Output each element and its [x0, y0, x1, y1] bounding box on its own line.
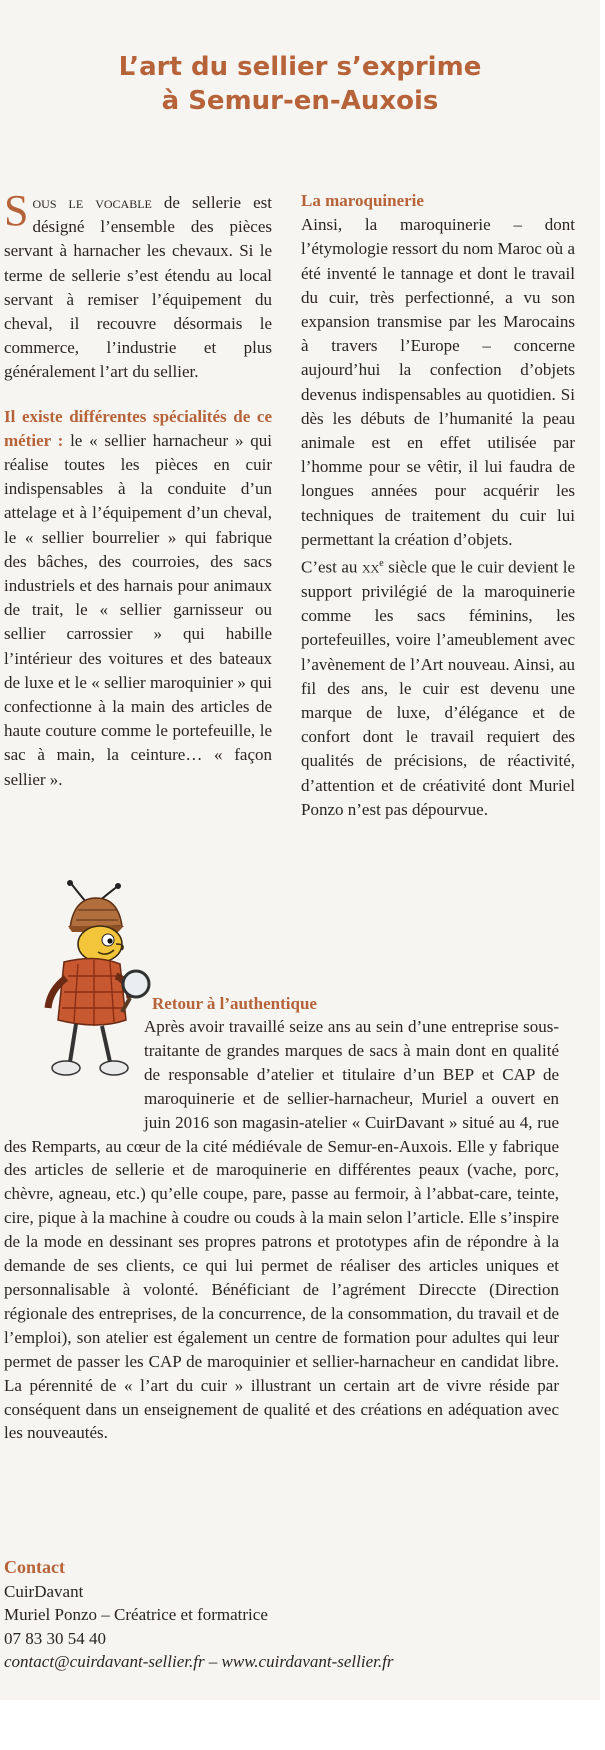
maroquinerie-paragraph-1: Ainsi, la maroquinerie – dont l’étymologie ressort du nom Maroc où a été inventé le tannage et dont le travail du cuir, très perfectionné, a vu son expansion transmise par les Marocains à travers l’Europe – concerne aujourd’hui la confection d’objets devenus indispensables au quotidien. Si dès les débuts de l’humanité la peau animale est en effet utilisée par l’homme pour se vêtir, il lui faudra de longues années pour acquérir les techniques de traitement du cuir lui permettant la création d’objets.	[301, 215, 575, 549]
specialities-heading: Il existe différentes spécialités de ce métier :	[4, 406, 272, 450]
contact-block	[4, 1556, 564, 1674]
title-line-1: L’art du sellier s’exprime	[118, 52, 482, 82]
authentique-heading: Retour à l’authentique	[152, 994, 317, 1013]
left-column	[4, 186, 272, 792]
specialities-paragraph	[4, 405, 272, 792]
intro-text: de sellerie est désigné l’ensemble des pièces servant à harnacher les chevaux. Si le terme de sellerie s’est étendu au local servant à remiser l’équipement du cheval, il recouvre désormais le commerce, l’industrie et plus généralement l’art du sellier.	[4, 193, 272, 382]
mascot-wrap-space	[4, 1015, 144, 1111]
drop-cap: S	[4, 186, 29, 235]
intro-lead: ous le vocable	[32, 193, 152, 212]
paragraph-2-start: C’est au	[301, 557, 362, 577]
century-sup: e	[379, 558, 384, 570]
century: xx	[361, 557, 380, 577]
article-title	[40, 50, 560, 118]
specialities-text: le « sellier harnacheur » qui réalise toutes les pièces en cuir indispensables à la conduite d’un attelage et à l’équipement d’un cheval, le « sellier bourrelier » qui fabrique des bâches, des courroies, des sacs industriels et des harnais pour animaux de trait, le « sellier garnisseur ou sellier carrossier » qui habille l’intérieur des voitures et des bateaux de luxe et le « sellier maroquinier » qui confectionne à la main des articles de haute couture comme le portefeuille, le sac à main, la ceinture… « façon sellier ».	[4, 430, 272, 789]
maroquinerie-paragraph-2	[301, 552, 575, 822]
title-line-2: à Semur-en-Auxois	[161, 86, 439, 116]
authentique-paragraph: Après avoir travaillé seize ans au sein d’une entreprise sous-traitante de grandes marques de sacs à main dont en qualité de responsable d’atelier et titulaire d’un BEP et CAP de maroquinerie et de sellier-harnacheur, Muriel a ouvert en juin 2016 son magasin-atelier « CuirDavant » situé au 4, rue des Remparts, au cœur de la cité médiévale de Semur-en-Auxois. Elle y fabrique des articles de sellerie et de maroquinerie en différentes peaux (vache, porc, chèvre, agneau, etc.) qu’elle coupe, pare, passe au fermoir, à l’abbat-care, teinte, cire, pique à la machine à coudre ou couds à la main selon l’article. Elle s’inspire de la mode en dessinant ses propres patrons et prototypes afin de répondre à la demande de ses clients, ce qui lui permet de réaliser des articles uniques et personnalisable à volonté. Bénéficiant de l’agrément Direccte (Direction régionale des entreprises, de la concurrence, de la consommation, du travail et de l’emploi), son atelier est également un centre de formation pour adultes qui leur permet de passer les CAP de maroquinier et sellier-harnacheur en candidat libre. La pérennité de « l’art du cuir » illustrant un certain art de vivre réside par conséquent dans un enseignement de qualité et des créations en adéquation avec les nouveautés.	[4, 1017, 559, 1443]
paragraph-2-rest: siècle que le cuir devient le support privilégié de la maroquinerie comme les sacs féminins, les portefeuilles, voire l’ameublement avec l’avènement de l’Art nouveau. Ainsi, au fil des ans, le cuir est devenu une marque de luxe, d’élégance et de confort dont le travail requiert des qualités de précisions, de réactivité, d’attention et de créativité dont Muriel Ponzo n’est pas dépourvue.	[301, 557, 575, 819]
right-column	[301, 189, 575, 822]
authentique-section	[4, 1015, 559, 1445]
contact-person: Muriel Ponzo – Créatrice et formatrice	[4, 1605, 268, 1624]
maroquinerie-heading: La maroquinerie	[301, 191, 424, 210]
contact-phone: 07 83 30 54 40	[4, 1628, 106, 1648]
intro-paragraph	[4, 186, 272, 385]
contact-company: CuirDavant	[4, 1581, 84, 1601]
contact-heading: Contact	[4, 1557, 65, 1577]
page-edge	[600, 0, 605, 1750]
contact-web[interactable]: contact@cuirdavant-sellier.fr – www.cuirdavant-sellier.fr	[4, 1652, 394, 1671]
